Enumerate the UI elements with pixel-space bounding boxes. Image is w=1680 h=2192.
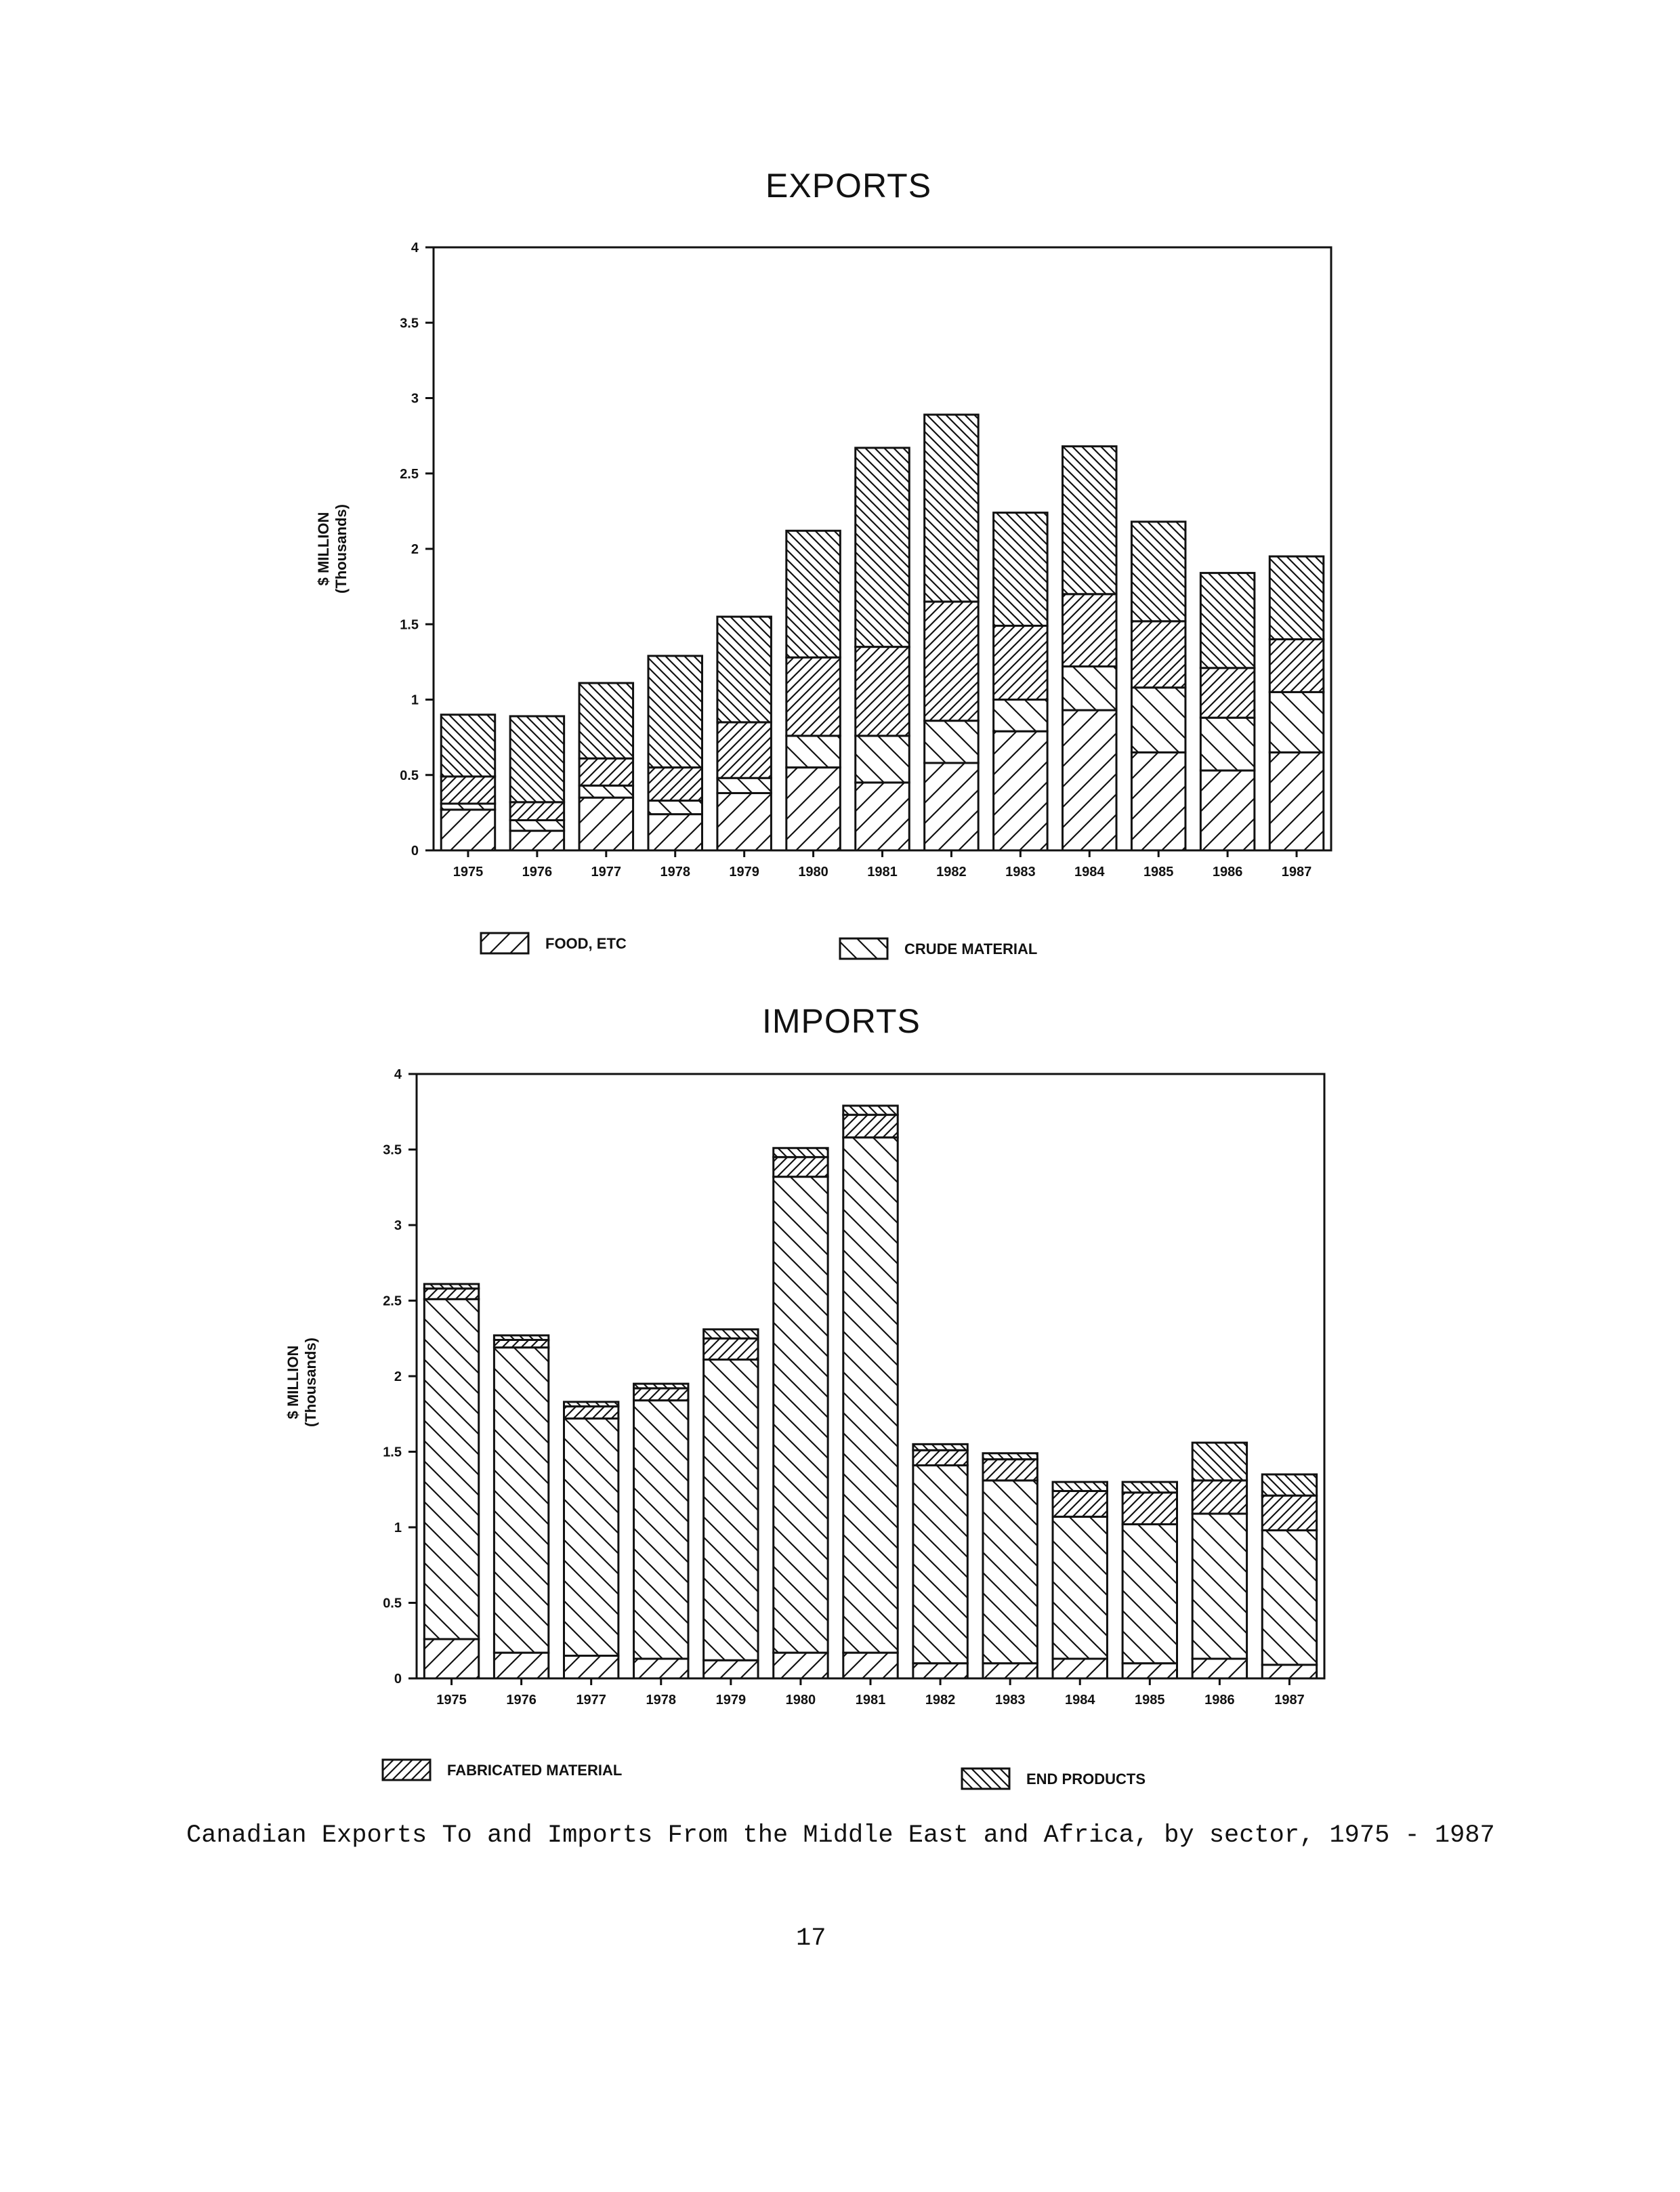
- imports-bar-1980-food: [774, 1653, 828, 1678]
- imports-ytick-label: 3: [394, 1218, 402, 1233]
- imports-bar-1975-end: [424, 1284, 478, 1289]
- imports-xtick-label: 1977: [576, 1693, 606, 1708]
- imports-legend-swatch-end: [962, 1769, 1009, 1789]
- imports-bar-1977-end: [564, 1402, 618, 1407]
- imports-bar-1987-crude: [1262, 1530, 1316, 1664]
- imports-legend-label-end: END PRODUCTS: [1026, 1771, 1146, 1787]
- imports-bar-1978-food: [634, 1659, 688, 1678]
- exports-ytick-label: 4: [411, 241, 419, 255]
- imports-bar-1981-crude: [843, 1138, 898, 1653]
- imports-ytick-label: 0.5: [383, 1596, 402, 1611]
- imports-ytick-label: 1: [394, 1521, 402, 1535]
- exports-xtick-label: 1977: [591, 865, 622, 880]
- imports-bar-1982-end: [913, 1444, 967, 1450]
- imports-bar-1986-end: [1192, 1443, 1246, 1481]
- imports-bar-1976-crude: [494, 1348, 548, 1653]
- imports-bar-1985-end: [1122, 1482, 1177, 1493]
- imports-y-axis-label: [285, 1338, 319, 1427]
- imports-bar-1979-food: [704, 1660, 758, 1678]
- imports-bar-1979-crude: [704, 1359, 758, 1660]
- exports-ytick-label: 3: [411, 391, 419, 407]
- imports-xtick-label: 1981: [855, 1693, 886, 1708]
- imports-bar-1986-crude: [1192, 1514, 1246, 1659]
- imports-bar-1978-fabricated: [634, 1388, 688, 1401]
- figure-caption: Canadian Exports To and Imports From the Middle East and Africa, by sector, 1975 - 1987: [186, 1821, 1495, 1850]
- exports-xtick-label: 1978: [660, 865, 690, 880]
- imports-xtick-label: 1985: [1135, 1693, 1165, 1708]
- imports-bar-1983-food: [983, 1663, 1037, 1678]
- imports-bar-1979-end: [704, 1329, 758, 1338]
- imports-ytick-label: 2: [394, 1369, 402, 1384]
- imports-bar-1981-food: [843, 1653, 898, 1678]
- imports-xtick-label: 1980: [785, 1693, 816, 1708]
- imports-bar-1980-fabricated: [774, 1157, 828, 1177]
- imports-bar-1985-crude: [1122, 1525, 1177, 1663]
- imports-bar-1984-end: [1053, 1482, 1107, 1491]
- imports-bar-1979-fabricated: [704, 1338, 758, 1359]
- imports-bar-1980-end: [774, 1148, 828, 1157]
- imports-bar-1976-food: [494, 1653, 548, 1678]
- exports-xtick-label: 1985: [1143, 865, 1174, 880]
- exports-xtick-label: 1986: [1212, 865, 1243, 880]
- imports-bar-1982-fabricated: [913, 1450, 967, 1465]
- imports-ytick-label: 4: [394, 1067, 402, 1082]
- imports-ytick-label: 1.5: [383, 1445, 402, 1460]
- imports-legend-swatch-fabricated: [383, 1760, 430, 1780]
- imports-ylabel-line2: (Thousands): [302, 1338, 319, 1427]
- imports-ylabel-line1: $ MILLION: [285, 1345, 301, 1420]
- exports-legend-label-crude: CRUDE MATERIAL: [904, 940, 1038, 957]
- imports-xtick-label: 1987: [1274, 1693, 1305, 1708]
- exports-ytick-label: 2: [411, 542, 419, 557]
- imports-xtick-label: 1975: [436, 1693, 467, 1708]
- imports-bar-1985-fabricated: [1122, 1493, 1177, 1525]
- imports-xtick-label: 1982: [925, 1693, 956, 1708]
- exports-legend-label-food: FOOD, ETC: [545, 935, 627, 952]
- imports-bar-1983-end: [983, 1453, 1037, 1460]
- exports-xtick-label: 1981: [867, 865, 898, 880]
- imports-bar-1983-fabricated: [983, 1460, 1037, 1481]
- imports-bar-1984-crude: [1053, 1516, 1107, 1659]
- imports-bar-1981-fabricated: [843, 1115, 898, 1137]
- imports-bar-1981-end: [843, 1106, 898, 1115]
- imports-ytick-label: 0: [394, 1672, 402, 1687]
- exports-ytick-label: 0: [411, 844, 419, 859]
- imports-bar-1986-fabricated: [1192, 1481, 1246, 1514]
- exports-xtick-label: 1982: [936, 865, 967, 880]
- imports-xtick-label: 1984: [1064, 1693, 1095, 1708]
- exports-xtick-label: 1983: [1005, 865, 1036, 880]
- exports-xtick-label: 1987: [1281, 865, 1312, 880]
- exports-chart-title: EXPORTS: [765, 167, 932, 205]
- imports-legend-label-fabricated: FABRICATED MATERIAL: [447, 1762, 623, 1779]
- imports-bar-1976-end: [494, 1336, 548, 1340]
- imports-bar-1975-fabricated: [424, 1289, 478, 1300]
- imports-ytick-label: 3.5: [383, 1142, 402, 1158]
- imports-bar-1986-food: [1192, 1659, 1246, 1678]
- exports-ylabel-line2: (Thousands): [333, 504, 350, 594]
- exports-xtick-label: 1976: [522, 865, 553, 880]
- imports-bar-1978-crude: [634, 1401, 688, 1659]
- imports-chart-title: IMPORTS: [762, 1002, 921, 1040]
- imports-bar-1984-food: [1053, 1659, 1107, 1678]
- exports-ytick-label: 3.5: [400, 316, 419, 331]
- imports-bar-1985-food: [1122, 1663, 1177, 1678]
- exports-ytick-label: 1.5: [400, 617, 419, 633]
- imports-bar-1975-food: [424, 1639, 478, 1678]
- page-number: 17: [796, 1924, 826, 1953]
- imports-bar-1987-food: [1262, 1665, 1316, 1678]
- imports-bar-1983-crude: [983, 1481, 1037, 1663]
- imports-ytick-label: 2.5: [383, 1294, 402, 1309]
- exports-xtick-label: 1984: [1074, 865, 1105, 880]
- imports-xtick-label: 1978: [646, 1693, 677, 1708]
- imports-bar-1987-fabricated: [1262, 1495, 1316, 1530]
- imports-bar-1984-fabricated: [1053, 1491, 1107, 1516]
- imports-bar-1987-end: [1262, 1474, 1316, 1495]
- imports-xtick-label: 1979: [715, 1693, 747, 1708]
- imports-xtick-label: 1976: [506, 1693, 537, 1708]
- exports-ytick-label: 2.5: [400, 466, 419, 482]
- imports-bar-1982-crude: [913, 1466, 967, 1663]
- imports-bar-1977-food: [564, 1656, 618, 1678]
- imports-bar-1980-crude: [774, 1177, 828, 1653]
- imports-bar-1975-crude: [424, 1299, 478, 1639]
- exports-ytick-label: 0.5: [400, 768, 419, 783]
- exports-xtick-label: 1980: [798, 865, 828, 880]
- exports-ytick-label: 1: [411, 692, 419, 708]
- imports-xtick-label: 1986: [1204, 1693, 1235, 1708]
- imports-xtick-label: 1983: [994, 1693, 1026, 1708]
- imports-bar-1976-fabricated: [494, 1340, 548, 1347]
- imports-bar-1977-crude: [564, 1418, 618, 1655]
- imports-bar-1977-fabricated: [564, 1407, 618, 1419]
- exports-ylabel-line1: $ MILLION: [315, 512, 332, 586]
- exports-xtick-label: 1975: [453, 865, 484, 880]
- imports-bar-1982-food: [913, 1663, 967, 1678]
- exports-xtick-label: 1979: [729, 865, 759, 880]
- imports-bar-1978-end: [634, 1384, 688, 1388]
